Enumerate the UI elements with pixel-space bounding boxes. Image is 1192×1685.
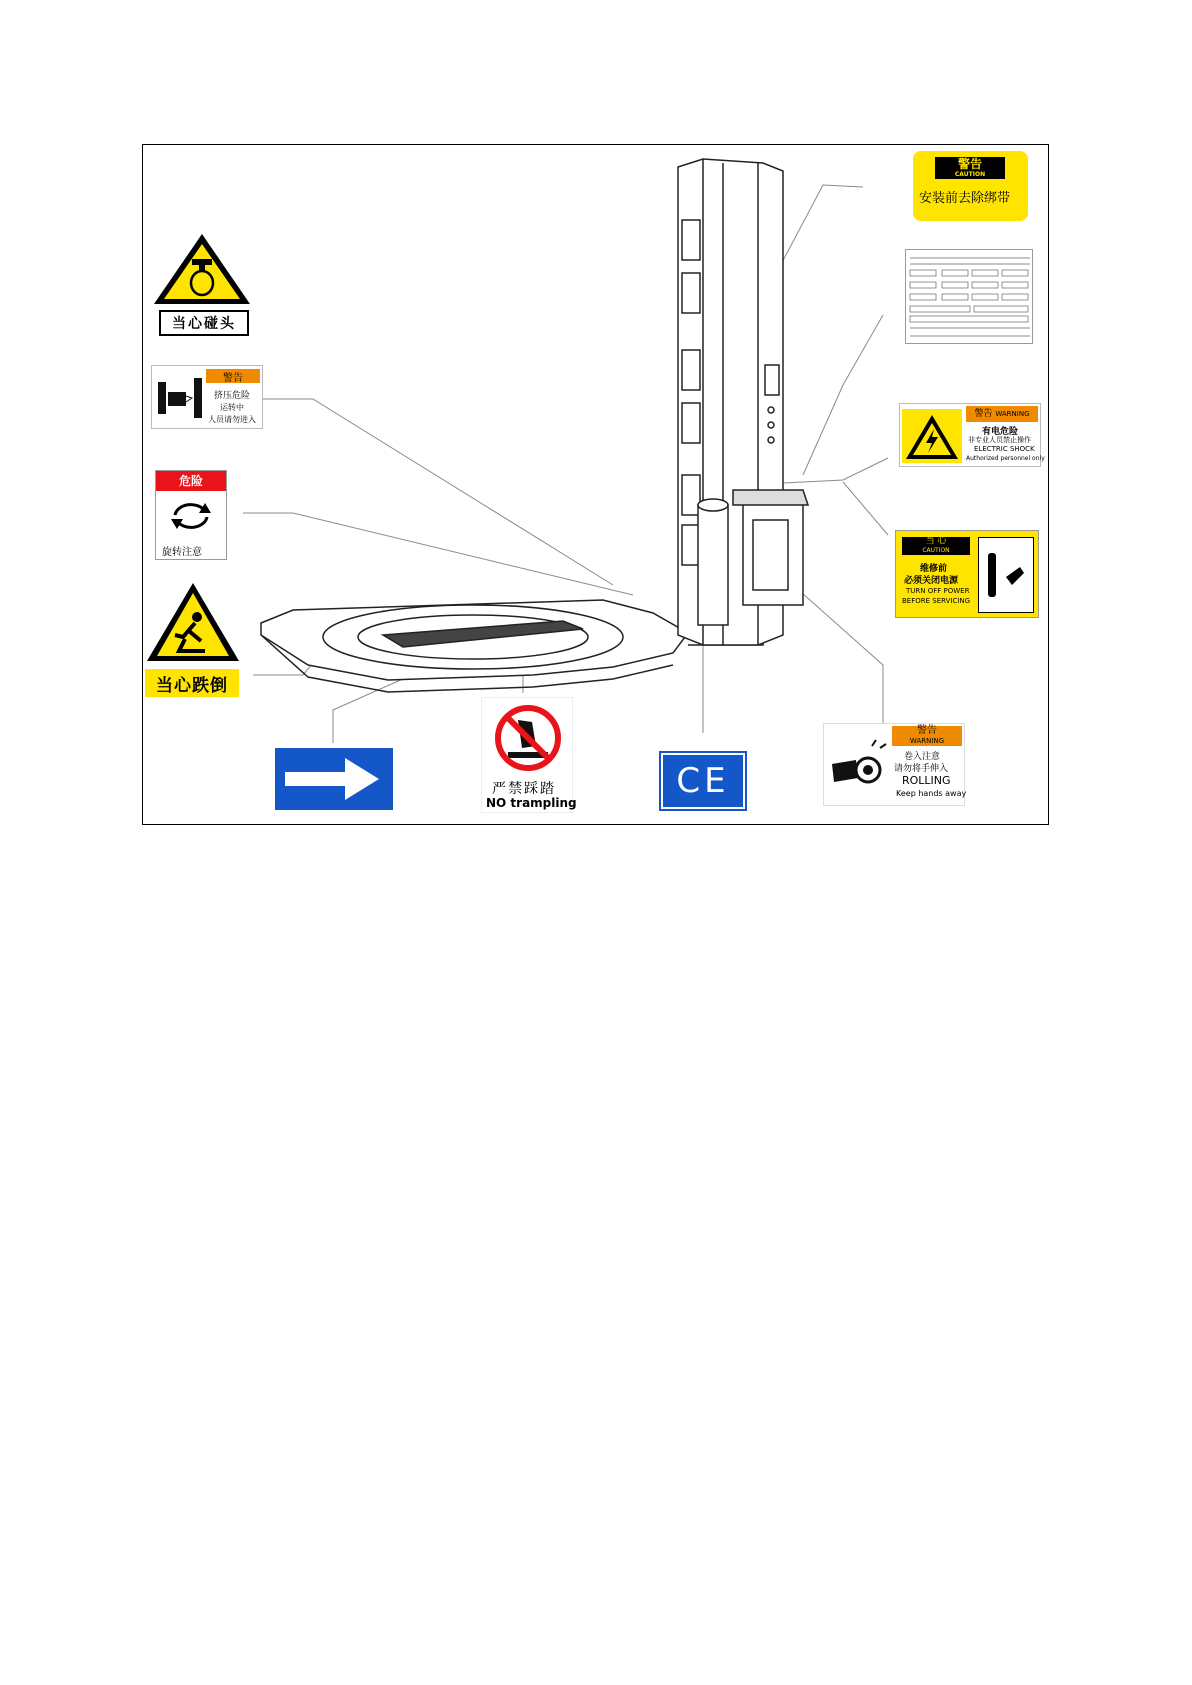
slip-fall-icon (145, 581, 241, 665)
tower (678, 159, 808, 645)
electric-line2: 非专业人员禁止操作 (968, 436, 1031, 444)
hand-roller-icon (828, 738, 888, 798)
rolling-line3: ROLLING (902, 774, 951, 787)
right-arrow-icon (275, 748, 393, 810)
servicing-line2: 必须关闭电源 (904, 576, 959, 586)
rolling-line1: 卷入注意 (904, 752, 941, 762)
no-trampling-en: NO trampling (486, 796, 577, 810)
rotation-header-text: 危险 (178, 474, 203, 488)
pinch-header (206, 369, 260, 383)
sign-pinch (151, 365, 263, 429)
servicing-header (902, 537, 970, 555)
servicing-line4: BEFORE SERVICING (902, 597, 971, 605)
servicing-line3: TURN OFF POWER (906, 587, 970, 595)
sign-no-trampling (481, 697, 577, 813)
electric-header (966, 406, 1038, 422)
nameplate (905, 249, 1033, 344)
no-trampling-cn: 严禁踩踏 (492, 781, 556, 797)
pinch-hazard-icon (156, 368, 204, 428)
rolling-line4: Keep hands away (896, 789, 967, 798)
electric-shock-icon (902, 409, 962, 463)
rolling-header-cn: 警告 (917, 725, 937, 736)
electric-line3: ELECTRIC SHOCK (974, 445, 1035, 453)
rotation-header (156, 471, 226, 491)
rotation-label: 旋转注意 (162, 547, 202, 558)
caution-belt-header (935, 157, 1005, 179)
sign-arrow (275, 748, 393, 810)
sign-rotation (155, 470, 227, 560)
servicing-header-en: CAUTION (922, 547, 950, 554)
sign-head-bump (151, 231, 253, 333)
electric-line1: 有电危险 (982, 427, 1019, 437)
sign-ce (659, 751, 747, 811)
servicing-hand-icon (978, 537, 1034, 613)
head-bump-icon (151, 231, 253, 307)
caution-belt-text: 安装前去除绑带 (919, 191, 1011, 206)
sign-caution-belt (913, 151, 1028, 221)
electric-header-cn: 警告 (974, 409, 993, 419)
diagram-frame (142, 144, 1049, 825)
no-trampling-icon (492, 702, 564, 774)
servicing-header-cn: 当 心 (925, 536, 947, 546)
ce-label: CE (661, 753, 745, 809)
electric-line4: Authorized personnel only (966, 455, 1045, 462)
rolling-header (892, 726, 962, 746)
pinch-line1: 挤压危险 (214, 391, 251, 401)
head-bump-label: 当心碰头 (159, 310, 249, 336)
rolling-line2: 请勿将手伸入 (894, 764, 949, 774)
caution-belt-header-cn: 警告 (957, 157, 982, 171)
slip-label: 当心跌倒 (145, 669, 239, 697)
caution-belt-header-en: CAUTION (954, 171, 986, 178)
sign-rolling (823, 723, 965, 806)
sign-servicing (895, 530, 1039, 618)
servicing-line1: 维修前 (920, 564, 948, 574)
sign-slip (145, 581, 245, 699)
sign-electric (899, 403, 1045, 467)
pinch-line3: 人员请勿进入 (208, 415, 256, 424)
pinch-header-text: 警告 (223, 373, 243, 384)
pinch-line2: 运转中 (220, 403, 244, 412)
rotation-arrows-icon (169, 497, 213, 535)
electric-header-en: WARNING (995, 410, 1030, 418)
nameplate-grid (906, 250, 1034, 345)
rolling-header-en: WARNING (909, 737, 945, 745)
